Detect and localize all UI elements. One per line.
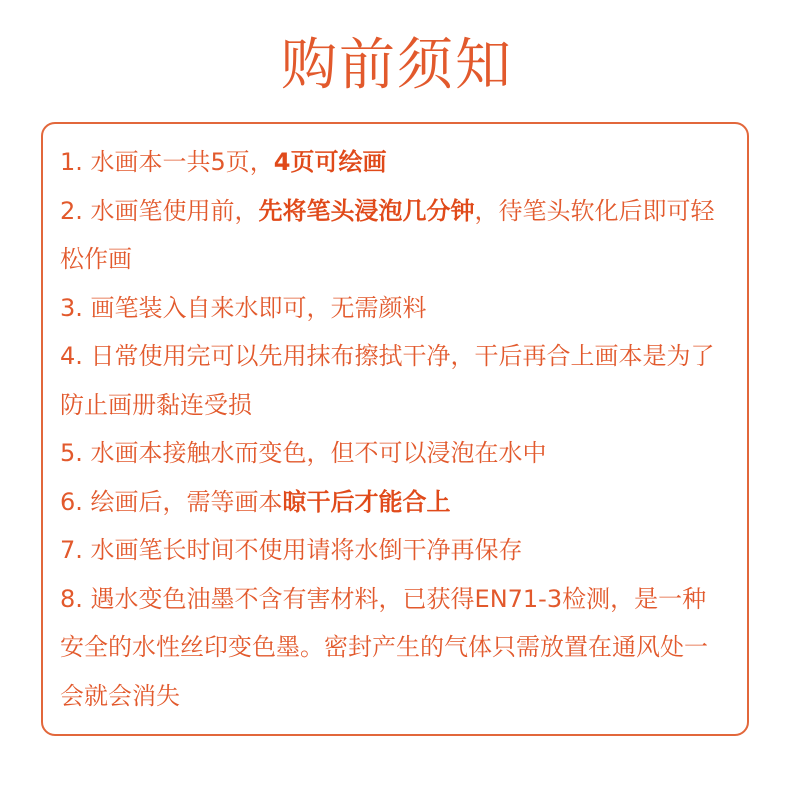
notice-item-6 <box>60 478 730 527</box>
notice-list <box>60 138 730 720</box>
page-title: 购前须知 <box>281 33 513 98</box>
item-text: 1. 水画本一共5页， <box>60 148 274 176</box>
item-text: 3. 画笔装入自来水即可，无需颜料 <box>60 293 427 322</box>
item-highlight: 晾干后才能合上 <box>282 487 451 516</box>
item-text-tail: ，待笔头软化后即可轻松作画 <box>60 196 715 273</box>
item-text: 4. 日常使用完可以先用抹布擦拭干净，干后再合上画本是为了防止画册黏连受损 <box>60 342 715 419</box>
item-text: 8. 遇水变色油墨不含有害材料，已获得EN71-3检测，是一种安全的水性丝印变色墨。密封产生的气体只需放置在通风处一会就会消失 <box>60 584 708 710</box>
notice-item-8 <box>60 575 730 721</box>
item-highlight: 先将笔头浸泡几分钟 <box>258 196 475 225</box>
item-text: 5. 水画本接触水而变色，但不可以浸泡在水中 <box>60 439 547 467</box>
notice-item-5 <box>60 429 730 478</box>
notice-item-3 <box>60 284 730 333</box>
notice-item-4 <box>60 332 730 429</box>
notice-item-1 <box>60 138 730 187</box>
notice-item-7 <box>60 526 730 575</box>
item-text: 2. 水画笔使用前， <box>60 196 259 225</box>
item-text: 7. 水画笔长时间不使用请将水倒干净再保存 <box>60 536 523 564</box>
notice-item-2 <box>60 187 730 284</box>
item-highlight: 4页可绘画 <box>273 148 387 176</box>
item-text: 6. 绘画后，需等画本 <box>60 487 283 516</box>
